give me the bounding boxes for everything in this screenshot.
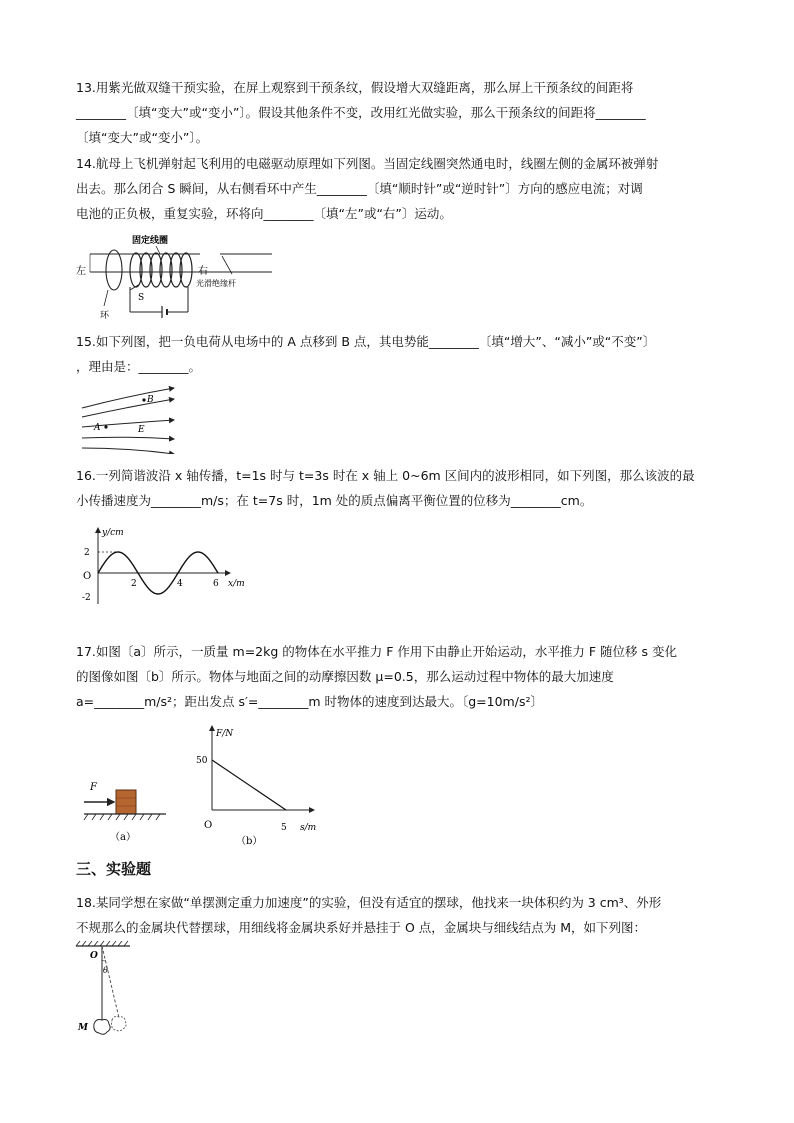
knot-m-label: M — [78, 1023, 88, 1033]
q17-line-1: 17.如图〔a〕所示，一质量 m=2kg 的物体在水平推力 F 作用下由静止开始运动，水平推力 F 随位移 s 变化 — [76, 644, 677, 659]
pendulum-figure — [74, 940, 144, 1040]
x-tick-6: 6 — [213, 579, 219, 589]
y-axis-label: F/N — [216, 729, 234, 739]
switch-label: S — [138, 293, 145, 303]
ground-hatch — [84, 814, 160, 820]
q13-line-3: 〔填“变大”或“变小”〕。 — [76, 130, 209, 145]
coil-launch-figure — [72, 232, 282, 322]
left-label: 左 — [76, 266, 86, 277]
x-tick-4: 4 — [177, 579, 183, 589]
force-displacement-chart — [196, 722, 336, 846]
coil-label: 固定线圈 — [132, 236, 169, 246]
q17-line-3: a=________m/s²；距出发点 s′=________m 时物体的速度到达最大。〔g=10m/s²〕 — [76, 694, 543, 709]
y-tick-50: 50 — [196, 756, 208, 766]
point-a-label: A — [94, 423, 101, 433]
y-pos-tick: 2 — [84, 548, 90, 558]
origin-label: O — [204, 820, 213, 831]
electric-field-figure — [78, 384, 188, 454]
pivot-o-label: O — [90, 951, 98, 961]
point-b-label: B — [147, 395, 154, 405]
rod-label: 光滑绝缘杆 — [196, 279, 236, 288]
question-15 — [76, 329, 721, 379]
block — [116, 790, 136, 814]
metal-block — [94, 1020, 110, 1035]
string-displaced — [102, 946, 119, 1018]
field-e-label: E — [138, 425, 145, 435]
q18-line-1: 18.某同学想在家做“单摆测定重力加速度”的实验，但没有适宜的摆球，他找来一块体积约为 3 cm³、外形 — [76, 895, 662, 910]
x-tick-5: 5 — [281, 823, 287, 833]
origin-label: O — [83, 571, 92, 582]
question-16 — [76, 463, 721, 513]
q14-line-2: 出去。那么闭合 S 瞬间，从右侧看环中产生________〔填“顺时针”或“逆时针”〕方向的感应电流；对调 — [76, 181, 643, 196]
theta-label: θ — [103, 966, 108, 975]
question-17 — [76, 639, 721, 714]
q16-line-2: 小传播速度为________m/s；在 t=7s 时，1m 处的质点偏离平衡位置的位移为________cm。 — [76, 493, 593, 508]
ring-label: 环 — [100, 311, 110, 321]
question-14 — [76, 151, 721, 226]
q15-line-1: 15.如下列图，把一负电荷从电场中的 A 点移到 B 点，其电势能________〔填“增大”、“减小”或“不变”〕 — [76, 334, 656, 349]
y-neg-tick: -2 — [82, 593, 91, 603]
x-tick-2: 2 — [131, 579, 137, 589]
caption-b: （b） — [236, 836, 263, 846]
right-label: 右 — [198, 266, 208, 277]
q14-line-1: 14.航母上飞机弹射起飞利用的电磁驱动原理如下列图。当固定线圈突然通电时，线圈左侧的金属环被弹射 — [76, 156, 659, 171]
wave-figure — [78, 522, 253, 607]
q16-line-1: 16.一列简谐波沿 x 轴传播，t=1s 时与 t=3s 时在 x 轴上 0~6m 区间内的波形相同，如下列图，那么该波的最 — [76, 468, 695, 483]
q18-line-2: 不规那么的金属块代替摆球，用细线将金属块系好并悬挂于 O 点，金属块与细线结点为 M，如下列图： — [76, 920, 647, 935]
q14-line-3: 电池的正负极，重复实验，环将向________〔填“左”或“右”〕运动。 — [76, 206, 452, 221]
q13-line-2: ________〔填“变大”或“变小”〕。假设其他条件不变，改用红光做实验，那么干预条纹的间距将________ — [76, 105, 646, 120]
coil-loops — [130, 253, 192, 287]
q13-line-1: 13.用紫光做双缝干预实验，在屏上观察到干预条纹，假设增大双缝距离，那么屏上干预条纹的间距将 — [76, 80, 634, 95]
q15-line-2: ，理由是：________。 — [76, 359, 202, 374]
caption-a: （a） — [110, 832, 136, 843]
metal-ring — [106, 250, 122, 290]
question-18 — [76, 890, 721, 940]
q17-line-2: 的图像如图〔b〕所示。物体与地面之间的动摩擦因数 μ=0.5，那么运动过程中物体的最大加速度 — [76, 669, 614, 684]
question-13 — [76, 75, 721, 150]
y-axis-label: y/cm — [102, 528, 124, 538]
block-figure — [80, 776, 170, 846]
field-lines — [82, 388, 174, 454]
section-heading: 三、实验题 — [76, 860, 152, 878]
x-axis-label: x/m — [228, 579, 245, 589]
x-axis-label: s/m — [300, 823, 317, 833]
force-label: F — [90, 782, 97, 793]
ceiling-hatch — [76, 941, 128, 946]
metal-block-displaced — [111, 1016, 126, 1030]
force-line — [212, 760, 286, 810]
